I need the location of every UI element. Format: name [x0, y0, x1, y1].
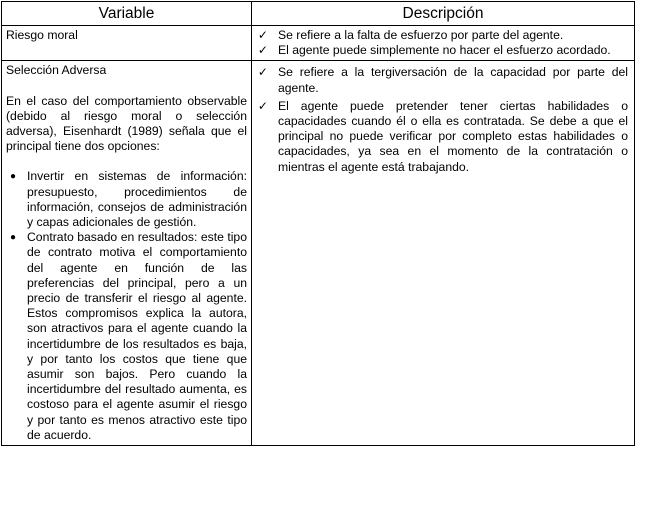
- description-list: [256, 65, 628, 174]
- option-item: ● Contrato basado en resultados: este tipo de contrato motiva el comportamiento del agente en función de las preferencias del principal, pero a un precio de transferir el riesgo al agente. Estos compromisos explica la autora, son atractivos para el agente cuando la incertidumbre de los resultados es baja, y por tanto los costos que tiene que asumir son bajos. Pero cuando la incertidumbre del resultado aumenta, es costoso para el agente asumir el riesgo y por tanto es menos atractivo este tipo de acuerdo.: [6, 230, 247, 443]
- check-icon: ✓: [257, 43, 269, 58]
- variable-description-table: [1, 1, 635, 446]
- description-cell-riesgo-moral: [252, 26, 635, 61]
- bullet-icon: ●: [9, 171, 17, 183]
- check-icon: ✓: [257, 28, 269, 42]
- table-header-row: [2, 2, 635, 26]
- table-row: [2, 61, 635, 446]
- description-item: ✓ Se refiere a la tergiversación de la capacidad por parte del agente.: [257, 65, 628, 95]
- description-cell-seleccion-adversa: [252, 61, 635, 446]
- variable-cell-seleccion-adversa: [2, 61, 252, 446]
- header-variable: Variable: [2, 2, 252, 26]
- description-item: ✓ El agente puede pretender tener ciertas habilidades o capacidades cuando él o ella es contratada. Se debe a que el principal no puede verificar por completo estas habilidades o capacidades, ya sea en el momento de la contratación o mientras el agente está trabajando.: [257, 98, 628, 174]
- bullet-icon: ●: [9, 232, 17, 244]
- description-list: [256, 28, 628, 58]
- variable-cell-riesgo-moral: [2, 26, 252, 61]
- intro-paragraph: En el caso del comportamiento observable (debido al riesgo moral o selección adversa), Eisenhardt (1989) señala que el principal tiene dos opciones:: [6, 93, 247, 154]
- header-descripcion: Descripción: [252, 2, 635, 26]
- variable-name: Selección Adversa: [6, 63, 107, 78]
- check-icon: ✓: [257, 98, 269, 113]
- table-row: [2, 26, 635, 61]
- options-list: [6, 169, 247, 443]
- variable-name: Riesgo moral: [6, 28, 78, 42]
- option-item: ● Invertir en sistemas de información: presupuesto, procedimientos de información, consejos de administración y capas adicionales de gestión.: [6, 169, 247, 230]
- description-item: ✓ El agente puede simplemente no hacer el esfuerzo acordado.: [257, 43, 611, 58]
- check-icon: ✓: [257, 65, 269, 80]
- description-item: ✓ Se refiere a la falta de esfuerzo por parte del agente.: [257, 28, 564, 42]
